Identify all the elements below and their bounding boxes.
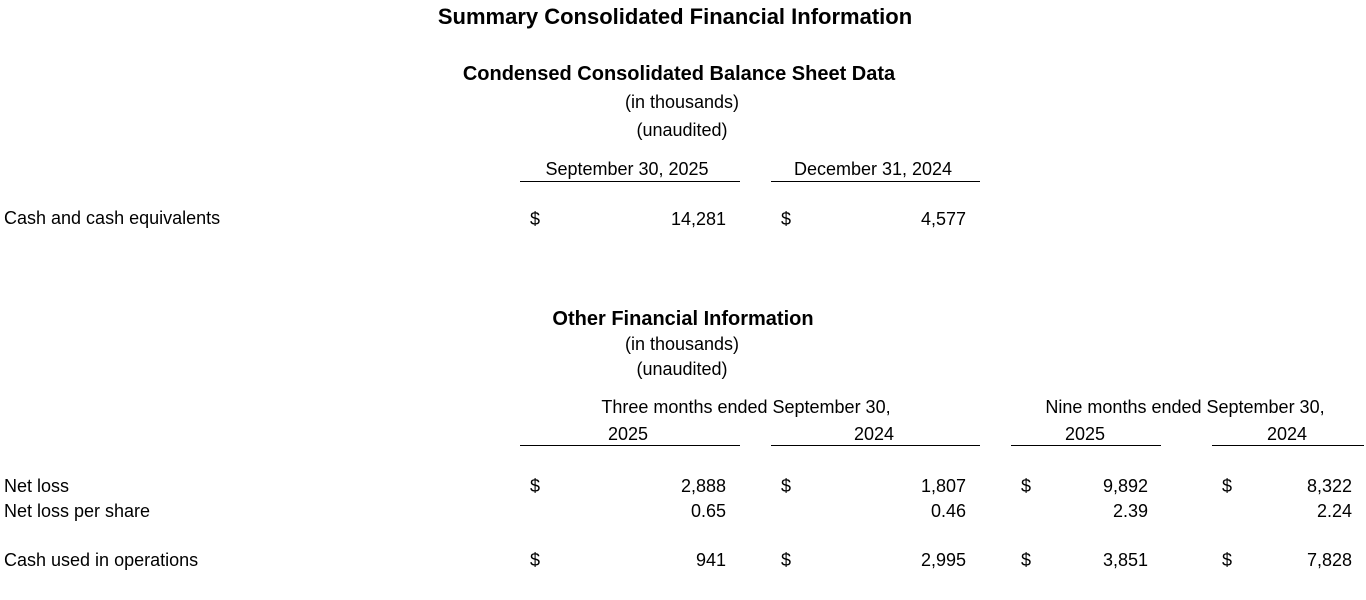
column-header-dec-2024: December 31, 2024 bbox=[793, 159, 953, 179]
three-months-header: Three months ended September 30, bbox=[601, 397, 891, 417]
row-label-cash-used-in-operations: Cash used in operations bbox=[4, 550, 199, 570]
table-cell: 1,807 bbox=[920, 476, 966, 496]
column-header-underline bbox=[520, 445, 740, 446]
currency-symbol: $ bbox=[1222, 550, 1233, 570]
other-info-title: Other Financial Information bbox=[552, 308, 814, 330]
row-label-net-loss: Net loss bbox=[4, 476, 70, 496]
balance-sheet-units: (in thousands) bbox=[624, 92, 740, 112]
value-dec-2024: 4,577 bbox=[920, 209, 966, 229]
row-label-cash-equivalents: Cash and cash equivalents bbox=[4, 208, 221, 228]
currency-symbol: $ bbox=[1222, 476, 1233, 496]
other-info-audit-status: (unaudited) bbox=[636, 359, 728, 379]
page-title: Summary Consolidated Financial Information bbox=[437, 4, 913, 29]
currency-symbol: $ bbox=[781, 476, 792, 496]
currency-symbol: $ bbox=[530, 476, 541, 496]
value-sep-2025: 14,281 bbox=[670, 209, 726, 229]
year-header: 2024 bbox=[853, 424, 895, 444]
column-header-underline bbox=[1212, 445, 1364, 446]
table-cell: 2.24 bbox=[1316, 501, 1352, 521]
row-label-net-loss-per-share: Net loss per share bbox=[4, 501, 151, 521]
currency-symbol: $ bbox=[781, 209, 792, 229]
column-header-underline bbox=[771, 181, 980, 182]
balance-sheet-title: Condensed Consolidated Balance Sheet Data bbox=[462, 63, 896, 85]
table-cell: 3,851 bbox=[1102, 550, 1148, 570]
table-cell: 0.46 bbox=[930, 501, 966, 521]
table-cell: 941 bbox=[695, 550, 726, 570]
year-header: 2025 bbox=[607, 424, 649, 444]
column-header-underline bbox=[771, 445, 980, 446]
table-cell: 0.65 bbox=[690, 501, 726, 521]
table-cell: 8,322 bbox=[1306, 476, 1352, 496]
currency-symbol: $ bbox=[530, 209, 541, 229]
column-header-underline bbox=[520, 181, 740, 182]
currency-symbol: $ bbox=[1021, 476, 1032, 496]
nine-months-header: Nine months ended September 30, bbox=[1045, 397, 1325, 417]
table-cell: 2,888 bbox=[680, 476, 726, 496]
table-cell: 9,892 bbox=[1102, 476, 1148, 496]
currency-symbol: $ bbox=[1021, 550, 1032, 570]
other-info-units: (in thousands) bbox=[624, 334, 740, 354]
table-cell: 7,828 bbox=[1306, 550, 1352, 570]
year-header: 2025 bbox=[1064, 424, 1106, 444]
currency-symbol: $ bbox=[781, 550, 792, 570]
balance-sheet-audit-status: (unaudited) bbox=[636, 120, 728, 140]
table-cell: 2,995 bbox=[920, 550, 966, 570]
column-header-sep-2025: September 30, 2025 bbox=[545, 159, 709, 179]
year-header: 2024 bbox=[1266, 424, 1308, 444]
table-cell: 2.39 bbox=[1112, 501, 1148, 521]
column-header-underline bbox=[1011, 445, 1161, 446]
currency-symbol: $ bbox=[530, 550, 541, 570]
